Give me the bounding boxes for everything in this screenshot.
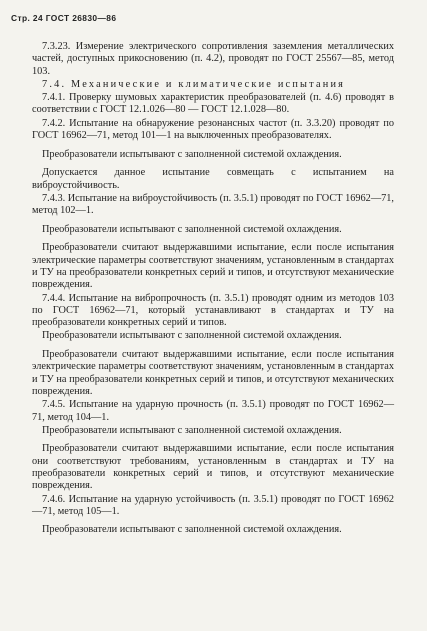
section-heading-7-4: 7.4. Механические и климатические испытания [42, 78, 346, 90]
paragraph-cooling-1: Преобразователи испытывают с заполненной системой охлаждения. [42, 148, 342, 160]
paragraph-7-4-4: 7.4.4. Испытание на вибропрочность (п. 3.5.1) проводят одним из методов 103 по ГОСТ 16962—71, который устанавливают в стандартах и ТУ на преобразователи конкретных серий и типов. [32, 292, 394, 329]
paragraph-7-4-6: 7.4.6. Испытание на ударную устойчивость (п. 3.5.1) проводят по ГОСТ 16962—71, метод 105—1. [32, 493, 394, 517]
paragraph-7-4-3: 7.4.3. Испытание на виброустойчивость (п. 3.5.1) проводят по ГОСТ 16962—71, метод 102—1. [32, 192, 394, 217]
paragraph-cooling-5: Преобразователи испытывают с заполненной системой охлаждения. [42, 524, 342, 536]
paragraph-cooling-3: Преобразователи испытывают с заполненной системой охлаждения. [42, 330, 342, 342]
paragraph-cooling-2: Преобразователи испытывают с заполненной системой охлаждения. [42, 223, 342, 235]
paragraph-criteria-1: Преобразователи считают выдержавшими испытание, если после испытания электрические параметры соответствуют значениям, установленным в стандартах и ТУ на преобразователи конкретных серий и типов, и отсутствуют механические повреждения. [32, 242, 394, 291]
paragraph-7-4-1: 7.4.1. Проверку шумовых характеристик преобразователей (п. 4.6) проводят в соответствии с ГОСТ 12.1.026—80 — ГОСТ 12.1.028—80. [32, 92, 394, 116]
paragraph-combine-test: Допускается данное испытание совмещать с испытанием на виброустойчивость. [32, 167, 394, 191]
paragraph-criteria-2: Преобразователи считают выдержавшими испытание, если после испытания электрические параметры соответствуют значениям, установленным в стандартах и ТУ на преобразователи конкретных серий и типов, и отсутствуют механических повреждения. [32, 349, 394, 397]
paragraph-cooling-4: Преобразователи испытывают с заполненной системой охлаждения. [42, 424, 342, 436]
paragraph-7-4-2: 7.4.2. Испытание на обнаружение резонансных частот (п. 3.3.20) проводят по ГОСТ 16962—71, метод 101—1 на выключенных преобразователях. [32, 117, 394, 142]
paragraph-criteria-3: Преобразователи считают выдержавшими испытание, если после испытания они соответствуют требованиям, установленным в стандартах и ТУ на преобразователи конкретных серий и типов, и отсутствуют механические повреждения. [32, 443, 394, 492]
page-header: Стр. 24 ГОСТ 26830—86 [11, 13, 117, 23]
document-body [32, 41, 394, 543]
paragraph-7-4-5: 7.4.5. Испытание на ударную прочность (п. 3.5.1) проводят по ГОСТ 16962—71, метод 104—1. [32, 399, 394, 423]
paragraph-7-3-23: 7.3.23. Измерение электрического сопротивления заземления металлических частей, доступных прикосновению (п. 4.2), проводят по ГОСТ 25567—85, метод 103. [32, 41, 394, 77]
